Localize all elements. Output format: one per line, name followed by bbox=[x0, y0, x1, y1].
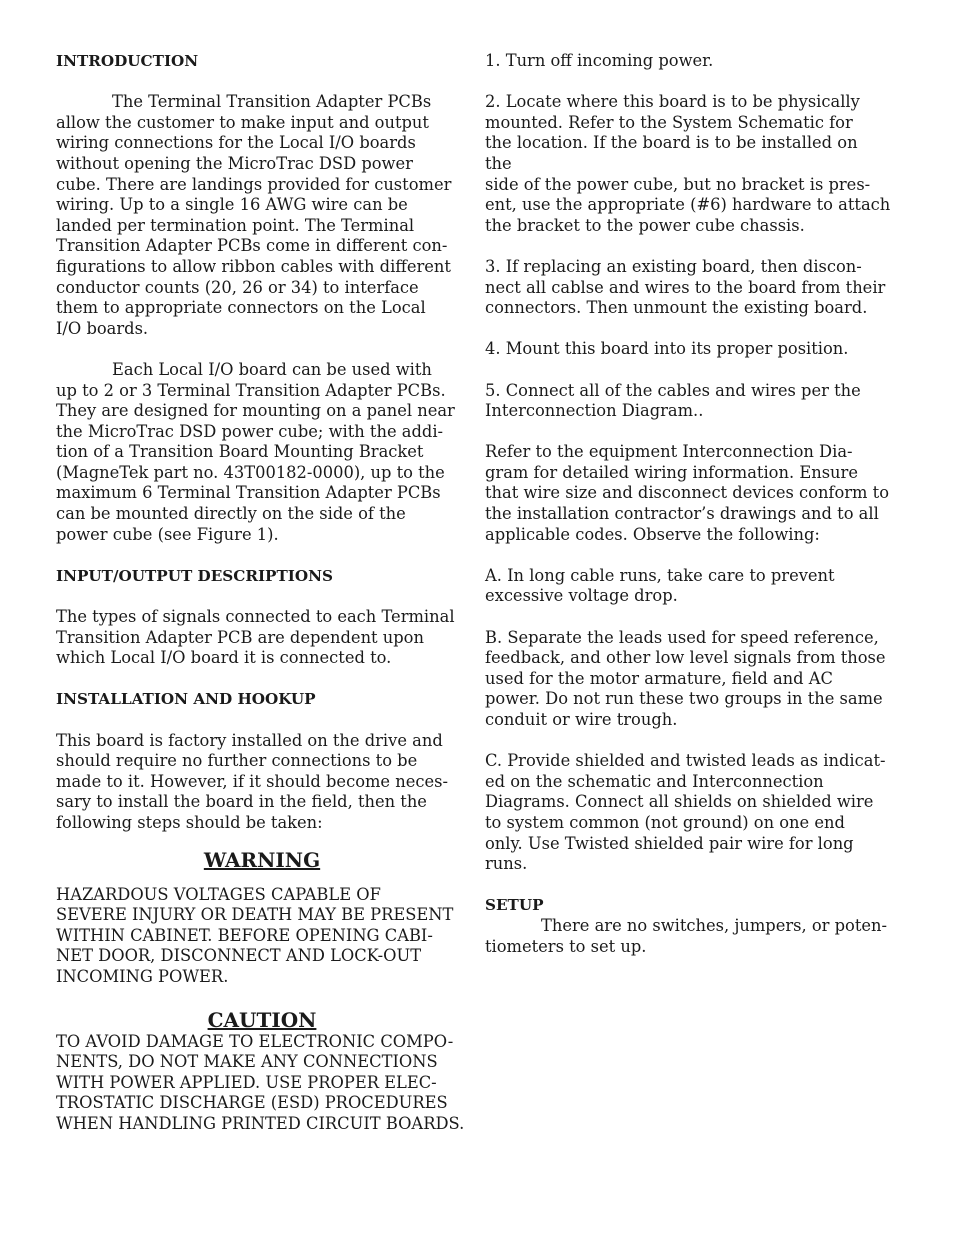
introduction-paragraph-2 bbox=[56, 360, 468, 545]
spacer bbox=[485, 545, 900, 566]
text-line: feedback, and other low level signals from those bbox=[485, 648, 886, 668]
text-line: conduit or wire trough. bbox=[485, 710, 678, 729]
text-line: Interconnection Diagram.. bbox=[485, 401, 704, 421]
text-line: allow the customer to make input and output bbox=[56, 112, 429, 132]
text-line: mounted. Refer to the System Schematic for bbox=[485, 112, 853, 132]
caution-title: CAUTION bbox=[207, 1007, 317, 1032]
text-line: without opening the MicroTrac DSD power bbox=[56, 153, 413, 173]
text-line: SEVERE INJURY OR DEATH MAY BE PRESENT bbox=[56, 905, 454, 925]
text-line: 5. Connect all of the cables and wires per the bbox=[485, 380, 861, 400]
io-descriptions-heading: INPUT/OUTPUT DESCRIPTIONS bbox=[56, 566, 333, 585]
text-line: runs. bbox=[485, 854, 528, 874]
spacer bbox=[56, 586, 468, 607]
spacer bbox=[485, 422, 900, 443]
text-line: tiometers to set up. bbox=[485, 936, 647, 956]
text-line: 4. Mount this board into its proper position. bbox=[485, 339, 849, 359]
spacer bbox=[485, 360, 900, 381]
warning-text bbox=[56, 885, 468, 988]
text-line: The types of signals connected to each Terminal bbox=[56, 607, 455, 627]
setup-heading: SETUP bbox=[485, 896, 544, 915]
text-line: The Terminal Transition Adapter PCBs bbox=[112, 92, 432, 112]
text-line: gram for detailed wiring information. Ensure bbox=[485, 462, 858, 482]
text-line: WITHIN CABINET. BEFORE OPENING CABI- bbox=[56, 925, 433, 945]
text-line: 2. Locate where this board is to be physically bbox=[485, 92, 860, 112]
text-line: Transition Adapter PCBs come in different con- bbox=[56, 236, 448, 256]
spacer bbox=[485, 236, 900, 257]
text-line: cube. There are landings provided for customer bbox=[56, 174, 452, 194]
text-line: I/O boards. bbox=[56, 318, 149, 338]
spacer bbox=[56, 339, 468, 360]
text-line: Each Local I/O board can be used with bbox=[112, 359, 432, 379]
text-line: maximum 6 Terminal Transition Adapter PCBs bbox=[56, 483, 441, 503]
text-line: power. Do not run these two groups in the same bbox=[485, 689, 883, 709]
spacer bbox=[485, 72, 900, 93]
text-line: excessive voltage drop. bbox=[485, 586, 678, 606]
text-line: used for the motor armature, field and AC bbox=[485, 668, 833, 688]
text-line: the bbox=[485, 153, 512, 173]
spacer bbox=[56, 710, 468, 731]
spacer bbox=[485, 875, 900, 896]
text-line: tion of a Transition Board Mounting Bracket bbox=[56, 442, 424, 462]
spacer bbox=[485, 607, 900, 628]
text-line: figurations to allow ribbon cables with different bbox=[56, 256, 451, 276]
caution-text bbox=[56, 1032, 468, 1135]
text-line: made to it. However, if it should become neces- bbox=[56, 771, 448, 791]
text-line: ed on the schematic and Interconnection bbox=[485, 771, 824, 791]
text-line: HAZARDOUS VOLTAGES CAPABLE OF bbox=[56, 884, 381, 904]
text-line: the location. If the board is to be installed on bbox=[485, 133, 858, 153]
spacer bbox=[56, 545, 468, 566]
text-line: wiring connections for the Local I/O boards bbox=[56, 133, 416, 153]
text-line: They are designed for mounting on a panel near bbox=[56, 401, 455, 421]
io-descriptions-paragraph bbox=[56, 607, 468, 669]
step-5 bbox=[485, 381, 900, 422]
text-line: Transition Adapter PCB are dependent upon bbox=[56, 627, 424, 647]
text-line: side of the power cube, but no bracket is pres- bbox=[485, 174, 871, 194]
text-line: them to appropriate connectors on the Local bbox=[56, 298, 426, 318]
step-1 bbox=[485, 51, 900, 72]
step-4 bbox=[485, 339, 900, 360]
text-line: up to 2 or 3 Terminal Transition Adapter PCBs. bbox=[56, 380, 446, 400]
text-line: following steps should be taken: bbox=[56, 812, 323, 832]
text-line: WITH POWER APPLIED. USE PROPER ELEC- bbox=[56, 1072, 437, 1092]
text-line: wiring. Up to a single 16 AWG wire can be bbox=[56, 195, 408, 215]
step-2 bbox=[485, 92, 900, 236]
left-column bbox=[56, 51, 468, 1135]
text-line: Refer to the equipment Interconnection Dia- bbox=[485, 442, 853, 462]
text-line: landed per termination point. The Terminal bbox=[56, 215, 415, 235]
spacer bbox=[56, 72, 468, 93]
spacer bbox=[485, 319, 900, 340]
text-line: NENTS, DO NOT MAKE ANY CONNECTIONS bbox=[56, 1052, 438, 1072]
text-line: connectors. Then unmount the existing board. bbox=[485, 298, 868, 318]
installation-heading: INSTALLATION AND HOOKUP bbox=[56, 690, 316, 709]
warning-title: WARNING bbox=[203, 847, 321, 872]
refer-paragraph bbox=[485, 442, 900, 545]
introduction-paragraph-1 bbox=[56, 92, 468, 339]
text-line: sary to install the board in the field, then the bbox=[56, 792, 427, 812]
text-line: only. Use Twisted shielded pair wire for long bbox=[485, 833, 854, 853]
spacer bbox=[485, 731, 900, 752]
text-line: applicable codes. Observe the following: bbox=[485, 524, 820, 544]
text-line: to system common (not ground) on one end bbox=[485, 812, 845, 832]
text-line: ent, use the appropriate (#6) hardware to attach bbox=[485, 195, 891, 215]
spacer bbox=[56, 874, 468, 885]
text-line: the installation contractor’s drawings and to all bbox=[485, 504, 879, 524]
item-c bbox=[485, 751, 900, 875]
item-b bbox=[485, 628, 900, 731]
text-line: the MicroTrac DSD power cube; with the addi- bbox=[56, 421, 444, 441]
text-line: the bracket to the power cube chassis. bbox=[485, 215, 805, 235]
step-3 bbox=[485, 257, 900, 319]
text-line: should require no further connections to be bbox=[56, 751, 418, 771]
text-line: This board is factory installed on the drive and bbox=[56, 730, 443, 750]
text-line: WHEN HANDLING PRINTED CIRCUIT BOARDS. bbox=[56, 1113, 465, 1133]
introduction-heading: INTRODUCTION bbox=[56, 52, 199, 70]
text-line: 3. If replacing an existing board, then discon- bbox=[485, 256, 862, 276]
spacer bbox=[56, 669, 468, 690]
text-line: B. Separate the leads used for speed reference, bbox=[485, 627, 879, 647]
text-line: NET DOOR, DISCONNECT AND LOCK-OUT bbox=[56, 946, 422, 966]
setup-paragraph bbox=[485, 916, 900, 957]
text-line: which Local I/O board it is connected to. bbox=[56, 648, 392, 668]
text-line: C. Provide shielded and twisted leads as indicat- bbox=[485, 751, 886, 771]
text-line: Diagrams. Connect all shields on shielded wire bbox=[485, 792, 874, 812]
text-line: TROSTATIC DISCHARGE (ESD) PROCEDURES bbox=[56, 1093, 448, 1113]
text-line: TO AVOID DAMAGE TO ELECTRONIC COMPO- bbox=[56, 1031, 454, 1051]
text-line: 1. Turn off incoming power. bbox=[485, 51, 714, 70]
text-line: A. In long cable runs, take care to prevent bbox=[485, 565, 835, 585]
text-line: nect all cablse and wires to the board from their bbox=[485, 277, 886, 297]
text-line: power cube (see Figure 1). bbox=[56, 524, 279, 544]
text-line: There are no switches, jumpers, or poten- bbox=[541, 915, 887, 935]
text-line: (MagneTek part no. 43T00182-0000), up to the bbox=[56, 462, 445, 482]
text-line: INCOMING POWER. bbox=[56, 966, 229, 986]
text-line: that wire size and disconnect devices conform to bbox=[485, 483, 890, 503]
installation-paragraph bbox=[56, 731, 468, 834]
item-a bbox=[485, 566, 900, 607]
right-column bbox=[485, 51, 900, 957]
text-line: can be mounted directly on the side of the bbox=[56, 504, 406, 524]
text-line: conductor counts (20, 26 or 34) to interface bbox=[56, 277, 419, 297]
